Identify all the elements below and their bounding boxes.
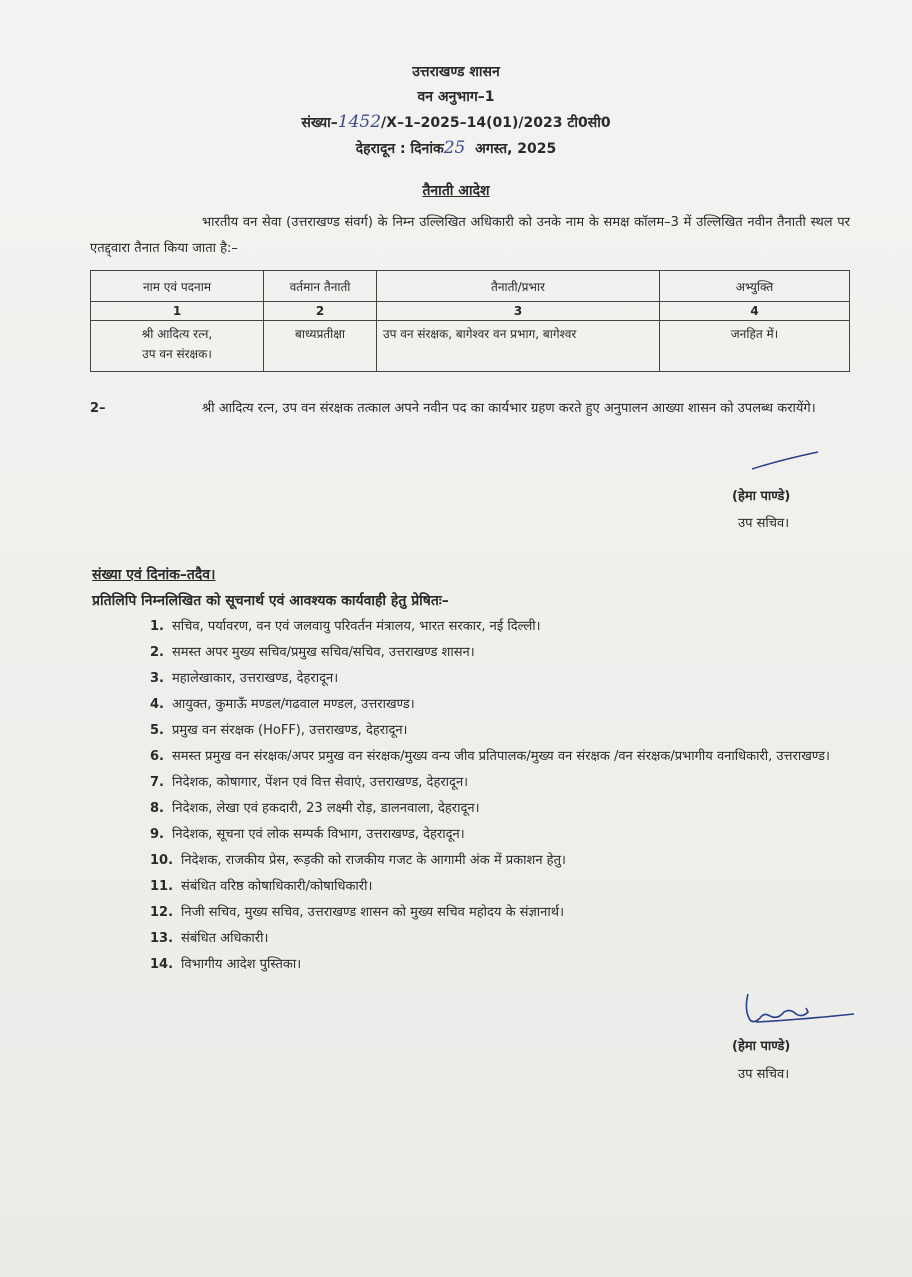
signatory-designation: उप सचिव। bbox=[738, 1067, 790, 1082]
paragraph-2-text: श्री आदित्य रत्न, उप वन संरक्षक तत्काल अपने नवीन पद का कार्यभार ग्रहण करते हुए अनुपालन आख्या शासन को उपलब्ध करायेंगे। bbox=[202, 401, 816, 416]
signature-handwritten bbox=[736, 990, 856, 1030]
intro-paragraph: भारतीय वन सेवा (उत्तराखण्ड संवर्ग) के निम्न उल्लिखित अधिकारी को उनके नाम के समक्ष कॉलम–3 में उल्लिखित नवीन तैनाती स्थल पर एतद्द्वारा तैनात किया जाता है:– bbox=[90, 215, 850, 256]
cell-new-posting: उप वन संरक्षक, बागेश्वर वन प्रभाग, बागेश्वर bbox=[377, 321, 660, 372]
signature-stroke bbox=[750, 450, 820, 470]
paragraph-2-label: 2– bbox=[90, 401, 106, 416]
cell-current-posting: बाध्यप्रतीक्षा bbox=[264, 321, 377, 372]
list-item: 5. प्रमुख वन संरक्षक (HoFF), उत्तराखण्ड, देहरादून। bbox=[150, 723, 408, 738]
copy-line: प्रतिलिपि निम्नलिखित को सूचनार्थ एवं आवश्यक कार्यवाही हेतु प्रेषितः– bbox=[92, 593, 449, 609]
list-item: 2. समस्त अपर मुख्य सचिव/प्रमुख सचिव/सचिव, उत्तराखण्ड शासन। bbox=[150, 645, 475, 660]
col-number: 3 bbox=[377, 302, 660, 321]
list-item: 4. आयुक्त, कुमाऊँ मण्डल/गढवाल मण्डल, उत्तराखण्ड। bbox=[150, 697, 415, 712]
order-number bbox=[0, 112, 912, 132]
government-heading: उत्तराखण्ड शासन bbox=[412, 64, 500, 80]
list-item: 11. संबंधित वरिष्ठ कोषाधिकारी/कोषाधिकारी। bbox=[150, 879, 373, 894]
col-number: 1 bbox=[91, 302, 264, 321]
list-item: 1. सचिव, पर्यावरण, वन एवं जलवायु परिवर्तन मंत्रालय, भारत सरकार, नई दिल्ली। bbox=[150, 619, 541, 634]
paragraph-2 bbox=[90, 396, 850, 422]
list-item: 12. निजी सचिव, मुख्य सचिव, उत्तराखण्ड शासन को मुख्य सचिव महोदय के संज्ञानार्थ। bbox=[150, 905, 564, 920]
signatory-designation: उप सचिव। bbox=[738, 516, 790, 531]
cell-name bbox=[91, 321, 264, 372]
officer-name: श्री आदित्य रत्न, bbox=[141, 327, 213, 341]
list-item: 14. विभागीय आदेश पुस्तिका। bbox=[150, 957, 302, 972]
order-number-handwritten: 1452 bbox=[337, 112, 382, 132]
date-handwritten: 25 bbox=[443, 138, 466, 158]
signatory-name: (हेमा पाण्डे) bbox=[732, 489, 791, 504]
reference-line: संख्या एवं दिनांक–तदैव। bbox=[92, 567, 216, 583]
order-number-suffix: /X–1–2025–14(01)/2023 टी0सी0 bbox=[381, 115, 611, 131]
date-prefix: देहरादून : दिनांक bbox=[355, 141, 444, 157]
col-header-new: तैनाती/प्रभार bbox=[377, 271, 660, 302]
order-number-prefix: संख्या– bbox=[301, 115, 338, 131]
cell-remarks: जनहित में। bbox=[660, 321, 850, 372]
section-heading: वन अनुभाग–1 bbox=[417, 89, 495, 105]
order-date bbox=[0, 138, 912, 158]
list-item: 3. महालेखाकार, उत्तराखण्ड, देहरादून। bbox=[150, 671, 339, 686]
list-item: 9. निदेशक, सूचना एवं लोक सम्पर्क विभाग, उत्तराखण्ड, देहरादून। bbox=[150, 827, 465, 842]
order-title: तैनाती आदेश bbox=[422, 183, 490, 199]
col-header-current: वर्तमान तैनाती bbox=[264, 271, 377, 302]
signatory-name: (हेमा पाण्डे) bbox=[732, 1039, 791, 1054]
officer-designation: उप वन संरक्षक। bbox=[142, 347, 212, 361]
list-item: 10. निदेशक, राजकीय प्रेस, रूड़की को राजकीय गजट के आगामी अंक में प्रकाशन हेतु। bbox=[150, 853, 566, 868]
list-item: 13. संबंधित अधिकारी। bbox=[150, 931, 269, 946]
list-item: 6. समस्त प्रमुख वन संरक्षक/अपर प्रमुख वन संरक्षक/मुख्य वन्य जीव प्रतिपालक/मुख्य वन संरक्षक /वन संरक्षक/प्रभागीय वनाधिकारी, उत्तराखण्ड। bbox=[150, 749, 830, 764]
list-item: 7. निदेशक, कोषागार, पेंशन एवं वित्त सेवाएं, उत्तराखण्ड, देहरादून। bbox=[150, 775, 469, 790]
distribution-list bbox=[150, 614, 855, 978]
col-number: 4 bbox=[660, 302, 850, 321]
col-header-remarks: अभ्युक्ति bbox=[660, 271, 850, 302]
date-suffix: अगस्त, 2025 bbox=[475, 141, 557, 157]
list-item: 8. निदेशक, लेखा एवं हकदारी, 23 लक्ष्मी रोड़, डालनवाला, देहरादून। bbox=[150, 801, 480, 816]
col-header-name: नाम एवं पदनाम bbox=[91, 271, 264, 302]
col-number: 2 bbox=[264, 302, 377, 321]
posting-table bbox=[90, 270, 850, 372]
